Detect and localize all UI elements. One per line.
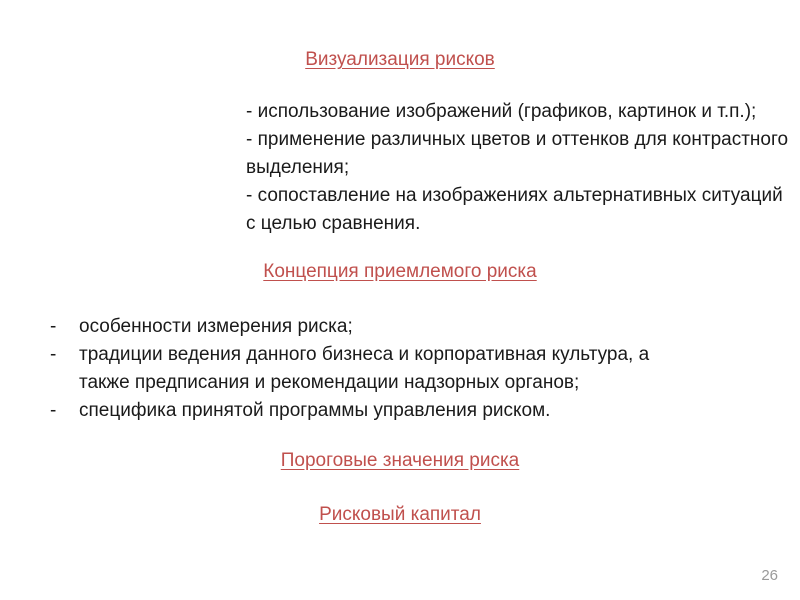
paragraph-line: - применение различных цветов и оттенков для контрастного (246, 129, 789, 150)
page-number: 26 (761, 567, 778, 584)
list-item-text: также предписания и рекомендации надзорных органов; (79, 372, 580, 393)
heading-risk-capital: Рисковый капитал (319, 504, 481, 525)
risk-visualization-paragraph (246, 98, 789, 238)
heading-risk-visualization: Визуализация рисков (305, 49, 495, 70)
acceptable-risk-list (50, 313, 790, 425)
paragraph-line: - сопоставление на изображениях альтернативных ситуаций (246, 185, 783, 206)
bullet-dash: - (50, 344, 57, 365)
list-item-text: специфика принятой программы управления риском. (79, 400, 551, 421)
list-item-text: особенности измерения риска; (79, 316, 353, 337)
list-item-text: традиции ведения данного бизнеса и корпоративная культура, а (79, 344, 650, 365)
bullet-dash: - (50, 400, 57, 421)
paragraph-line: выделения; (246, 157, 350, 178)
bullet-dash: - (50, 316, 57, 337)
heading-acceptable-risk-concept: Концепция приемлемого риска (263, 261, 537, 282)
paragraph-line: с целью сравнения. (246, 213, 421, 234)
list-item (50, 397, 790, 425)
list-item (50, 313, 790, 341)
list-item (50, 341, 790, 397)
heading-risk-thresholds: Пороговые значения риска (280, 450, 520, 471)
paragraph-line: - использование изображений (графиков, картинок и т.п.); (246, 101, 757, 122)
